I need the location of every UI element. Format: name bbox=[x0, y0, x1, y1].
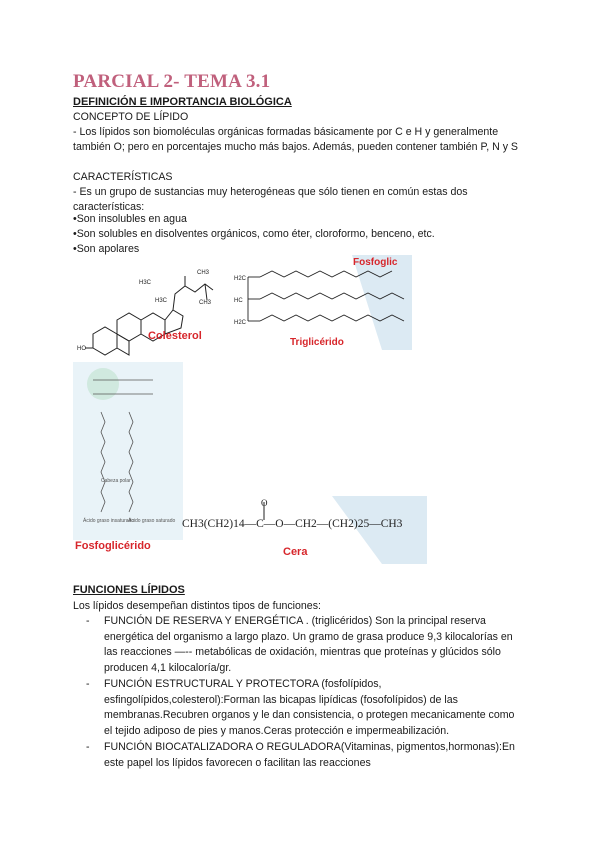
funciones-heading: FUNCIONES LÍPIDOS bbox=[73, 584, 185, 596]
cera-formula: CH3(CH2)14—C—O—CH2—(CH2)25—CH3 bbox=[182, 518, 403, 530]
funcion-estructural-item bbox=[86, 677, 526, 739]
funcion-reserva-text: FUNCIÓN DE RESERVA Y ENERGÉTICA . (triglicéridos) Son la principal reserva energética del organismo a largo plazo. Un gramo de grasa produce 9,3 kilocalorías en las reacciones —-- metabólicas de oxidación, mientras que proteínas y glúcidos sólo producen 4,1 kilocaloría/gr. bbox=[104, 615, 513, 674]
svg-text:CH3: CH3 bbox=[199, 300, 212, 306]
svg-text:H2C: H2C bbox=[234, 320, 247, 326]
acido-graso-insaturado-label: Ácido graso insaturado bbox=[83, 518, 135, 524]
colesterol-label: Colesterol bbox=[148, 330, 202, 342]
bullet-apolares: •Son apolares bbox=[73, 243, 140, 255]
cabeza-polar-label: Cabeza polar bbox=[101, 478, 131, 484]
section-subtitle: DEFINICIÓN E IMPORTANCIA BIOLÓGICA bbox=[73, 96, 292, 108]
svg-text:HO: HO bbox=[77, 346, 86, 352]
svg-text:H3C: H3C bbox=[155, 298, 168, 304]
funcion-reserva-item bbox=[86, 614, 526, 676]
svg-text:CH3: CH3 bbox=[197, 270, 210, 276]
bullet-insolubles: •Son insolubles en agua bbox=[73, 213, 187, 225]
colesterol-structure-diagram bbox=[75, 262, 225, 362]
fosfoglic-top-label: Fosfoglic bbox=[353, 257, 398, 268]
fosfogliceridos-label: Fosfoglicérido bbox=[75, 540, 151, 552]
trigliceridos-label: Triglicérido bbox=[290, 337, 344, 348]
trigliceridos-structure-diagram bbox=[232, 255, 412, 350]
list-dash: - bbox=[86, 678, 90, 690]
caracteristicas-heading: CARACTERÍSTICAS bbox=[73, 171, 173, 183]
concepto-text: - Los lípidos son biomoléculas orgánicas formadas básicamente por C e H y generalmente también O; pero en porcentajes mucho más bajos. Además, pueden contener también P, N y S bbox=[73, 126, 518, 153]
bullet-solubles: •Son solubles en disolventes orgánicos, como éter, cloroformo, benceno, etc. bbox=[73, 228, 435, 240]
funcion-estructural-text: FUNCIÓN ESTRUCTURAL Y PROTECTORA (fosfolípidos, esfingolípidos,colesterol):Forman las bicapas lipídicas (fosofolípidos) de las membranas.Recubren organos y le dan consistencia, o protegen mecanicamente como el tejido adiposo de pies y manos.Ceras protección e impermeabilización. bbox=[104, 678, 515, 737]
cera-label: Cera bbox=[283, 546, 308, 558]
svg-text:HC: HC bbox=[234, 298, 243, 304]
funcion-biocatalizadora-text: FUNCIÓN BIOCATALIZADORA O REGULADORA(Vitaminas, pigmentos,hormonas):En este papel los lípidos favorecen o facilitan las reacciones bbox=[104, 741, 515, 769]
fosfoglicerido-structure-diagram bbox=[73, 362, 183, 540]
list-dash: - bbox=[86, 615, 90, 627]
page-title: PARCIAL 2- TEMA 3.1 bbox=[73, 71, 271, 92]
funciones-intro: Los lípidos desempeñan distintos tipos de funciones: bbox=[73, 600, 321, 612]
svg-text:H3C: H3C bbox=[139, 280, 152, 286]
funcion-biocatalizadora-item bbox=[86, 740, 526, 772]
svg-text:O: O bbox=[261, 498, 268, 508]
svg-text:H2C: H2C bbox=[234, 276, 247, 282]
list-dash: - bbox=[86, 741, 90, 753]
concepto-heading: CONCEPTO DE LÍPIDO bbox=[73, 111, 189, 123]
caracteristicas-text: - Es un grupo de sustancias muy heterogéneas que sólo tienen en común estas dos características: bbox=[73, 186, 468, 213]
acido-graso-saturado-label: Ácido graso saturado bbox=[128, 518, 176, 524]
